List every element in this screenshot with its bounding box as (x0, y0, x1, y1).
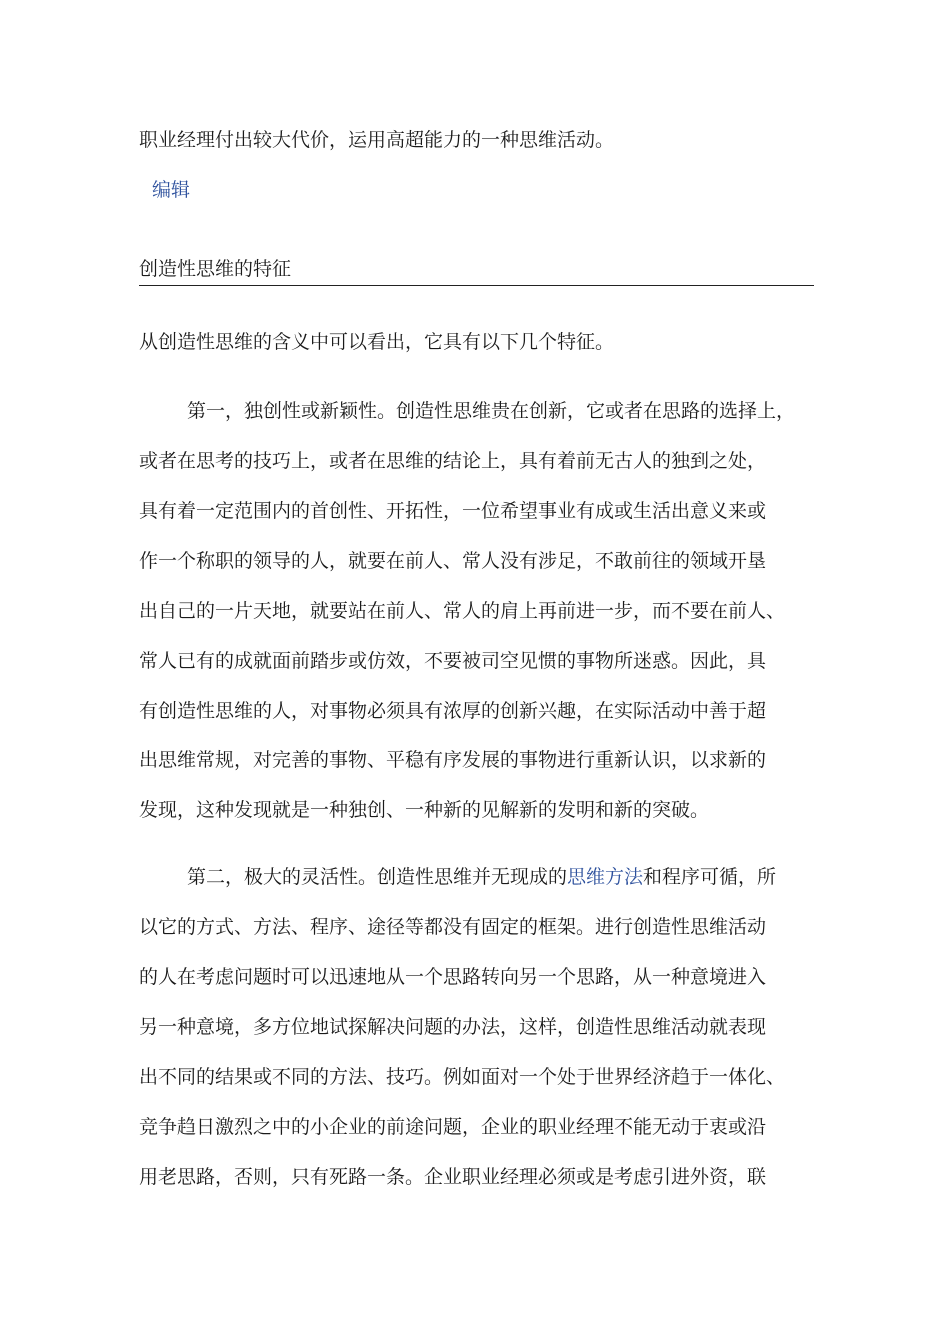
heading-divider (139, 285, 814, 286)
para2-line: 用老思路，否则，只有死路一条。企业职业经理必须或是考虑引进外资，联 (139, 1166, 767, 1188)
para2-line: 出不同的结果或不同的方法、技巧。例如面对一个处于世界经济趋于一体化、 (139, 1066, 786, 1088)
thinking-method-link[interactable]: 思维方法 (567, 866, 644, 888)
para2-line: 以它的方式、方法、程序、途径等都没有固定的框架。进行创造性思维活动 (139, 916, 767, 938)
para2-line (187, 865, 776, 889)
para2-text: 和程序可循，所 (643, 866, 777, 888)
para1-line: 出自己的一片天地，就要站在前人、常人的肩上再前进一步，而不要在前人、 (139, 600, 786, 622)
para2-text: 第二，极大的灵活性。创造性思维并无现成的 (187, 866, 568, 888)
para1-line: 作一个称职的领导的人，就要在前人、常人没有涉足，不敢前往的领域开垦 (139, 550, 767, 572)
para1-line: 第一，独创性或新颖性。创造性思维贵在创新，它或者在思路的选择上， (187, 400, 796, 422)
edit-link[interactable]: 编辑 (152, 179, 191, 201)
para1-line: 常人已有的成就面前踏步或仿效，不要被司空见惯的事物所迷惑。因此，具 (139, 650, 767, 672)
lead-paragraph: 从创造性思维的含义中可以看出，它具有以下几个特征。 (139, 331, 615, 353)
para1-line: 或者在思考的技巧上，或者在思维的结论上，具有着前无古人的独到之处， (139, 450, 767, 472)
para2-line: 竞争趋日激烈之中的小企业的前途问题，企业的职业经理不能无动于衷或沿 (139, 1116, 767, 1138)
para1-line: 有创造性思维的人，对事物必须具有浓厚的创新兴趣，在实际活动中善于超 (139, 700, 767, 722)
intro-text: 职业经理付出较大代价，运用高超能力的一种思维活动。 (139, 129, 615, 151)
para1-line: 具有着一定范围内的首创性、开拓性，一位希望事业有成或生活出意义来或 (139, 500, 767, 522)
para2-line: 的人在考虑问题时可以迅速地从一个思路转向另一个思路，从一种意境进入 (139, 966, 767, 988)
para1-line: 出思维常规，对完善的事物、平稳有序发展的事物进行重新认识，以求新的 (139, 749, 767, 771)
para2-line: 另一种意境，多方位地试探解决问题的办法，这样，创造性思维活动就表现 (139, 1016, 767, 1038)
para1-line: 发现，这种发现就是一种独创、一种新的见解新的发明和新的突破。 (139, 799, 710, 821)
section-heading: 创造性思维的特征 (139, 258, 292, 280)
